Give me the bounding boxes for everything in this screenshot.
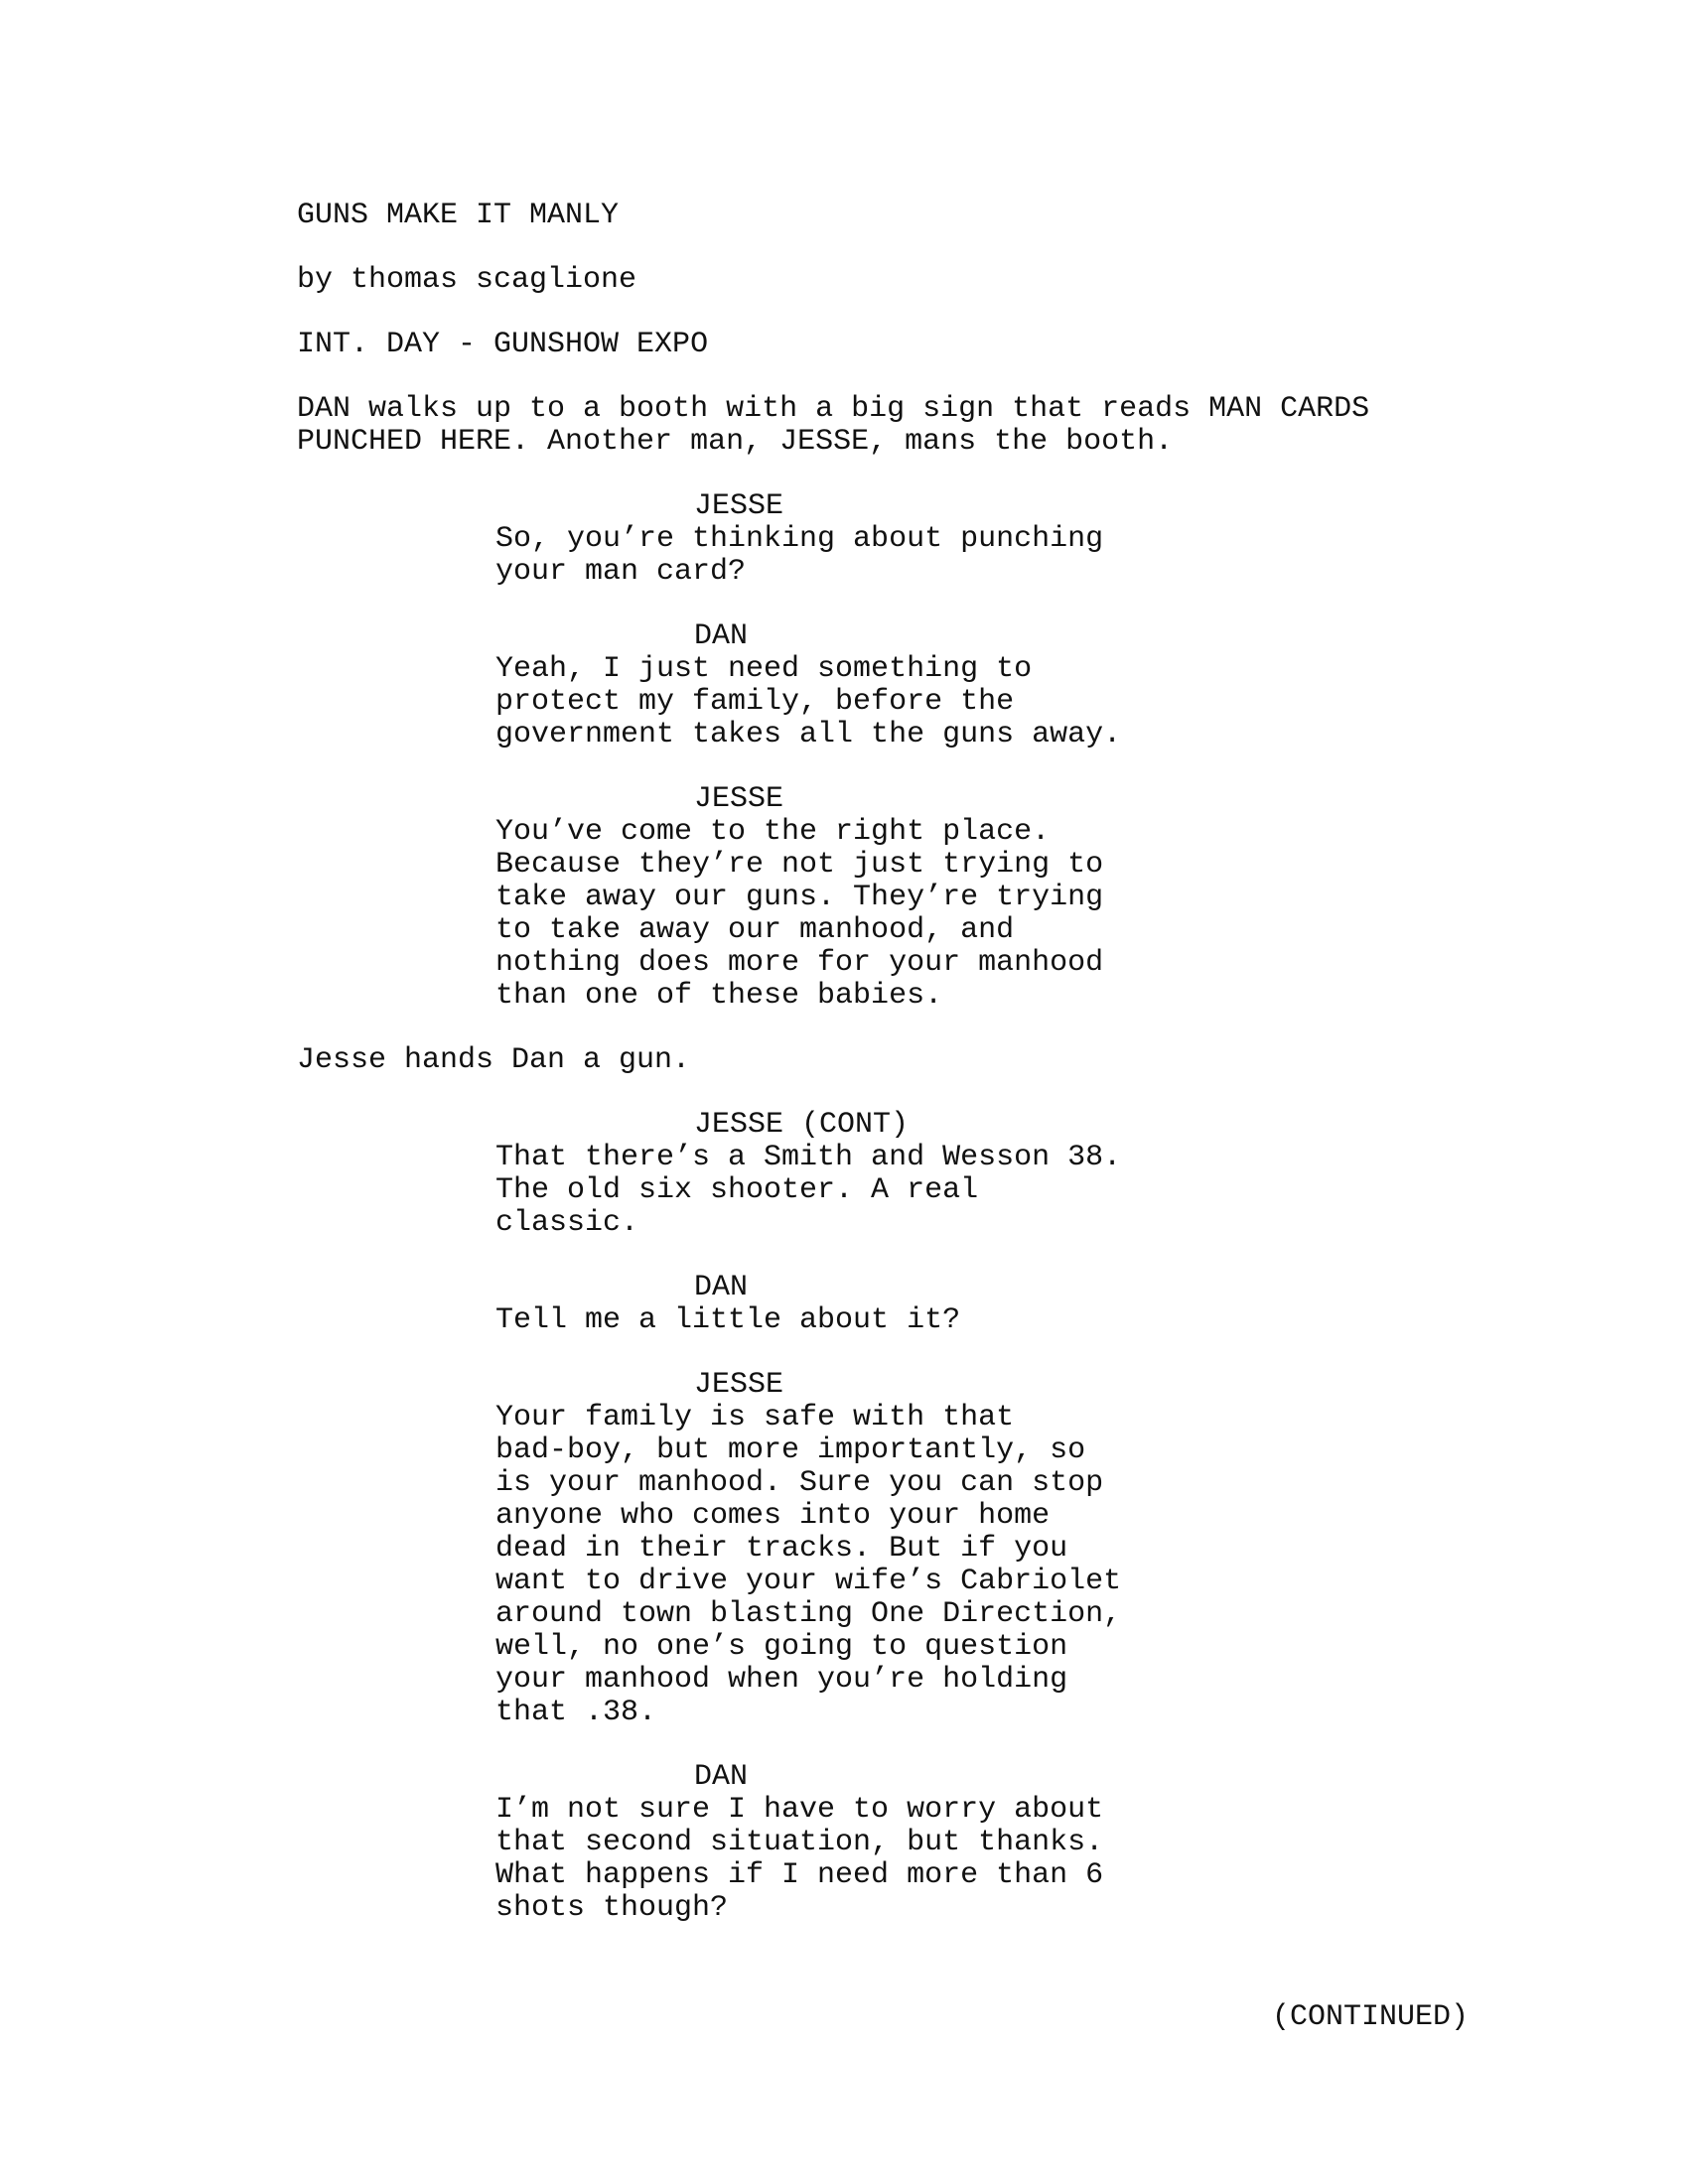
action-line: PUNCHED HERE. Another man, JESSE, mans the booth. xyxy=(297,425,1174,459)
dialogue-line: than one of these babies. xyxy=(495,979,943,1013)
dialogue-line: dead in their tracks. But if you xyxy=(495,1532,1068,1566)
dialogue-line: bad-boy, but more importantly, so xyxy=(495,1433,1086,1467)
dialogue-line: Your family is safe with that xyxy=(495,1401,1015,1434)
character-cue: DAN xyxy=(694,619,749,653)
dialogue-line: shots though? xyxy=(495,1891,729,1925)
dialogue-line: want to drive your wife’s Cabriolet xyxy=(495,1565,1122,1598)
dialogue-line: Yeah, I just need something to xyxy=(495,652,1033,686)
character-cue: JESSE (CONT) xyxy=(694,1108,910,1142)
dialogue-line: is your manhood. Sure you can stop xyxy=(495,1466,1104,1500)
dialogue-line: protect my family, before the xyxy=(495,685,1015,719)
dialogue-line: government takes all the guns away. xyxy=(495,718,1122,751)
character-cue: JESSE xyxy=(694,489,784,523)
character-cue: JESSE xyxy=(694,782,784,816)
dialogue-line: The old six shooter. A real xyxy=(495,1173,979,1207)
dialogue-line: your man card? xyxy=(495,555,747,589)
dialogue-line: Because they’re not just trying to xyxy=(495,848,1104,882)
screenplay-title: GUNS MAKE IT MANLY xyxy=(297,199,620,232)
dialogue-line: around town blasting One Direction, xyxy=(495,1597,1122,1631)
byline: by thomas scaglione xyxy=(297,263,637,297)
action-line: Jesse hands Dan a gun. xyxy=(297,1043,691,1077)
dialogue-line: classic. xyxy=(495,1206,639,1240)
dialogue-line: take away our guns. They’re trying xyxy=(495,881,1104,914)
dialogue-line: that second situation, but thanks. xyxy=(495,1826,1104,1859)
dialogue-line: your manhood when you’re holding xyxy=(495,1663,1068,1697)
dialogue-line: that .38. xyxy=(495,1696,657,1729)
dialogue-line: What happens if I need more than 6 xyxy=(495,1858,1104,1892)
continued-marker: (CONTINUED) xyxy=(1272,2000,1470,2034)
dialogue-line: nothing does more for your manhood xyxy=(495,946,1104,980)
action-line: DAN walks up to a booth with a big sign that reads MAN CARDS xyxy=(297,392,1370,426)
dialogue-line: anyone who comes into your home xyxy=(495,1499,1051,1533)
dialogue-line: I’m not sure I have to worry about xyxy=(495,1793,1104,1827)
character-cue: DAN xyxy=(694,1271,749,1304)
character-cue: DAN xyxy=(694,1760,749,1794)
character-cue: JESSE xyxy=(694,1368,784,1402)
dialogue-line: to take away our manhood, and xyxy=(495,913,1015,947)
dialogue-line: well, no one’s going to question xyxy=(495,1630,1068,1664)
dialogue-line: Tell me a little about it? xyxy=(495,1303,961,1337)
dialogue-line: So, you’re thinking about punching xyxy=(495,522,1104,556)
dialogue-line: You’ve come to the right place. xyxy=(495,815,1051,849)
dialogue-line: That there’s a Smith and Wesson 38. xyxy=(495,1141,1122,1174)
scene-heading: INT. DAY - GUNSHOW EXPO xyxy=(297,328,709,361)
